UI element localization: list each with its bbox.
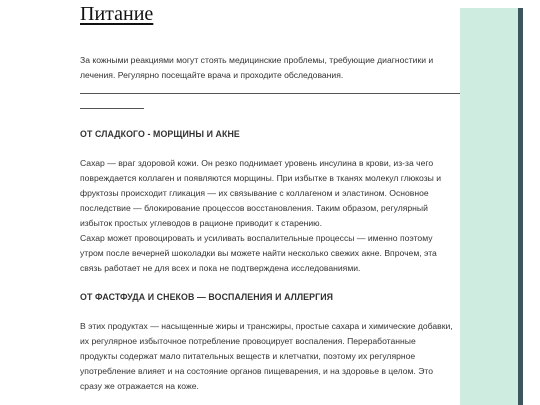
section-heading-fastfood: ОТ ФАСТФУДА И СНЕКОВ — ВОСПАЛЕНИЯ И АЛЛЕРГИЯ: [80, 292, 334, 302]
section-paragraph-sugar-1: Сахар — враг здоровой кожи. Он резко поднимает уровень инсулина в крови, из-за чего повреждается коллаген и появляются морщины. При избытке в тканях молекул глюкозы и фруктозы происходит гликация — их связывание с коллагеном и эластином. Основное последствие — блокирование процессов восстановления. Таким образом, регулярный избыток простых углеводов в рационе приводит к старению.: [80, 158, 442, 228]
section-paragraph-sugar-2: Сахар может провоцировать и усиливать воспалительные процессы — именно поэтому утром после вечерней шоколадки вы можете найти несколько свежих акне. Впрочем, эта связь работает не для всех и пока не подтверждена исследованиями.: [80, 233, 437, 273]
side-panel-edge: [518, 8, 523, 405]
intro-paragraph: За кожными реакциями могут стоять медицинские проблемы, требующие диагностики и лечения. Регулярно посещайте врача и проходите обследования.: [80, 55, 434, 80]
divider-short: [80, 108, 144, 109]
side-panel: [460, 8, 518, 405]
page-title: Питание: [80, 3, 154, 25]
divider-long: [80, 93, 460, 94]
section-paragraph-fastfood-1: В этих продуктах — насыщенные жиры и трансжиры, простые сахара и химические добавки, их регулярное избыточное потребление провоцирует воспаления. Переработанные продукты содержат мало питательных веществ и клетчатки, поэтому их регулярное употребление влияет и на состояние органов пищеварения, и на здоровье в целом. Это сразу же отражается на коже.: [80, 321, 453, 391]
section-heading-sugar: ОТ СЛАДКОГО - МОРЩИНЫ И АКНЕ: [80, 129, 240, 139]
